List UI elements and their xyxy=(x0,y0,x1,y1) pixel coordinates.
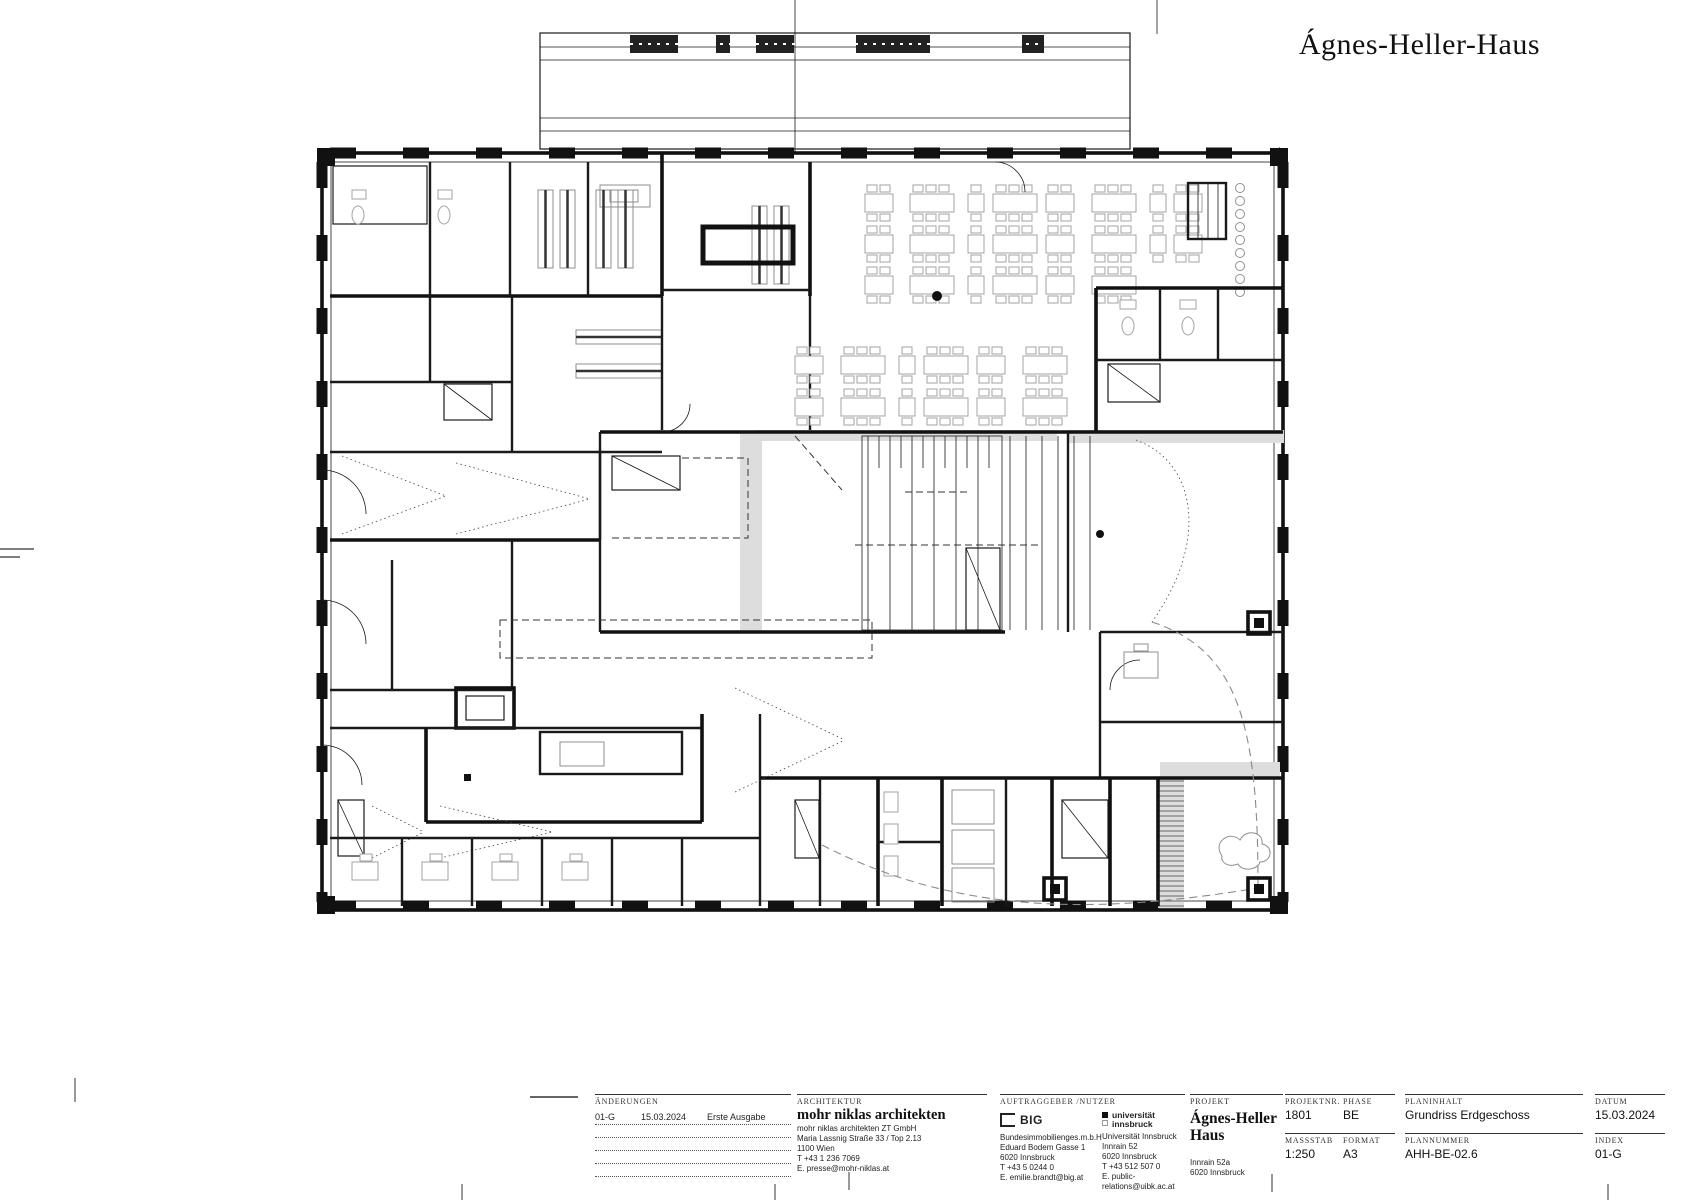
titleblock-aenderungen xyxy=(595,1094,791,1177)
aenderung-text: Erste Ausgabe xyxy=(707,1112,770,1122)
titleblock-projekt xyxy=(1190,1094,1283,1178)
index-value: 01-G xyxy=(1595,1147,1622,1161)
uni-innsbruck-logo xyxy=(1102,1111,1185,1128)
titleblock-planinhalt xyxy=(1405,1094,1583,1120)
big-line: Bundesimmobilienges.m.b.H xyxy=(1000,1133,1102,1142)
big-logo-icon xyxy=(1000,1113,1015,1127)
phase-value: BE xyxy=(1343,1108,1360,1122)
big-line: 6020 Innsbruck xyxy=(1000,1153,1055,1162)
uni-line: E. public-relations@uibk.ac.at xyxy=(1102,1172,1175,1191)
cafeteria-tables xyxy=(795,162,1245,425)
architect-line: E. presse@mohr-niklas.at xyxy=(797,1164,890,1173)
uni-line: T +43 512 507 0 xyxy=(1102,1162,1161,1171)
skylight-structure xyxy=(540,33,1130,149)
massstab-label: MASSSTAB xyxy=(1285,1136,1333,1145)
uni-line: Universität Innsbruck xyxy=(1102,1132,1177,1141)
big-line: E. emilie.brandt@big.at xyxy=(1000,1173,1084,1182)
format-value: A3 xyxy=(1343,1147,1358,1161)
project-name-line: Ágnes-Heller xyxy=(1190,1110,1277,1127)
uni-line: 6020 Innsbruck xyxy=(1102,1152,1157,1161)
wc-core-right xyxy=(1096,288,1284,432)
datum-value: 15.03.2024 xyxy=(1595,1108,1656,1122)
architect-name: mohr niklas architekten xyxy=(797,1107,946,1123)
uni-logo-icon xyxy=(1102,1112,1108,1118)
datum-label: DATUM xyxy=(1595,1097,1628,1106)
uni-line: Innrain 52 xyxy=(1102,1142,1138,1151)
titleblock-architektur xyxy=(797,1094,987,1174)
project-address-line: 6020 Innsbruck xyxy=(1190,1168,1245,1177)
aenderung-empty-row xyxy=(595,1138,791,1151)
phase-label: PHASE xyxy=(1343,1097,1373,1106)
index-label: INDEX xyxy=(1595,1136,1624,1145)
project-name-line: Haus xyxy=(1190,1127,1225,1144)
planinhalt-label: PLANINHALT xyxy=(1405,1097,1463,1106)
aenderung-date: 15.03.2024 xyxy=(641,1112,707,1122)
titleblock-plannummer xyxy=(1405,1133,1583,1159)
uni-logo-line: universität xyxy=(1112,1110,1155,1120)
titleblock-index xyxy=(1595,1133,1665,1159)
aenderung-empty-row xyxy=(595,1164,791,1177)
massstab-value: 1:250 xyxy=(1285,1147,1316,1161)
plannummer-value: AHH-BE-02.6 xyxy=(1405,1147,1478,1161)
left-wing-rooms xyxy=(322,153,760,906)
projektnr-label: PROJEKTNR. xyxy=(1285,1097,1341,1106)
big-line: Eduard Bodem Gasse 1 xyxy=(1000,1143,1086,1152)
titleblock-datum xyxy=(1595,1094,1665,1120)
aenderung-empty-row xyxy=(595,1125,791,1138)
projektnr-value: 1801 xyxy=(1285,1108,1312,1122)
planinhalt-value: Grundriss Erdgeschoss xyxy=(1405,1108,1530,1122)
sheet-title: Ágnes-Heller-Haus xyxy=(1298,28,1540,61)
building-envelope xyxy=(317,148,1288,914)
auftraggeber-label: AUFTRAGGEBER /NUTZER xyxy=(1000,1097,1116,1106)
format-label: FORMAT xyxy=(1343,1136,1381,1145)
big-line: T +43 5 0244 0 xyxy=(1000,1163,1054,1172)
architect-line: Maria Lassnig Straße 33 / Top 2.13 xyxy=(797,1134,922,1143)
central-hall xyxy=(500,404,1283,778)
architect-line: mohr niklas architekten ZT GmbH xyxy=(797,1124,917,1133)
aenderung-row xyxy=(595,1112,791,1125)
titleblock-projektnr-phase xyxy=(1285,1094,1395,1120)
architektur-label: ARCHITEKTUR xyxy=(797,1097,863,1106)
architect-line: 1100 Wien xyxy=(797,1144,835,1153)
titleblock-auftraggeber xyxy=(1000,1094,1185,1192)
aenderung-index: 01-G xyxy=(595,1112,641,1122)
titleblock-massstab-format xyxy=(1285,1133,1395,1159)
plannummer-label: PLANNUMMER xyxy=(1405,1136,1470,1145)
aenderungen-label: ÄNDERUNGEN xyxy=(595,1097,659,1106)
architect-line: T +43 1 236 7069 xyxy=(797,1154,860,1163)
big-logo-text: BIG xyxy=(1020,1113,1043,1127)
projekt-label: PROJEKT xyxy=(1190,1097,1230,1106)
uni-logo-line: innsbruck xyxy=(1112,1118,1153,1129)
project-address-line: Innrain 52a xyxy=(1190,1158,1231,1167)
aenderung-empty-row xyxy=(595,1151,791,1164)
